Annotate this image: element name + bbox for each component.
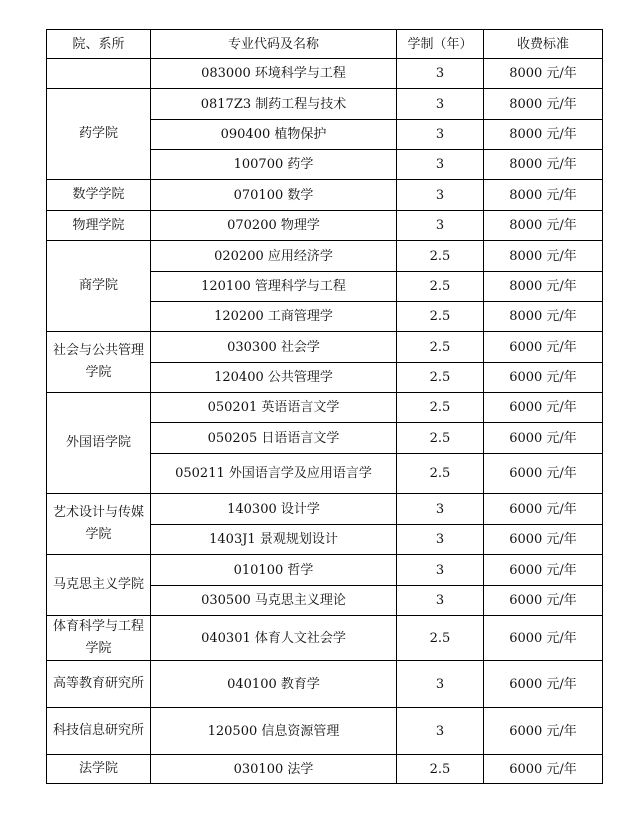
fee-cell: 6000 元/年 <box>484 454 603 494</box>
years-cell: 3 <box>397 555 484 586</box>
major-cell: 090400 植物保护 <box>151 120 397 150</box>
fee-cell: 6000 元/年 <box>484 661 603 708</box>
dept-cell: 法学院 <box>47 755 151 784</box>
table-row <box>47 755 603 784</box>
table-row <box>47 180 603 211</box>
fee-cell: 6000 元/年 <box>484 393 603 423</box>
years-cell: 2.5 <box>397 454 484 494</box>
years-cell: 2.5 <box>397 272 484 302</box>
years-cell: 3 <box>397 661 484 708</box>
years-cell: 2.5 <box>397 755 484 784</box>
years-cell: 3 <box>397 120 484 150</box>
major-cell: 1403J1 景观规划设计 <box>151 525 397 555</box>
table-row <box>47 241 603 272</box>
fee-cell: 8000 元/年 <box>484 150 603 180</box>
table-row <box>47 211 603 241</box>
major-cell: 140300 设计学 <box>151 494 397 525</box>
major-cell: 010100 哲学 <box>151 555 397 586</box>
table-row <box>47 332 603 363</box>
table-row <box>47 661 603 708</box>
dept-cell: 艺术设计与传媒学院 <box>47 494 151 555</box>
header-fee: 收费标准 <box>484 30 603 59</box>
table-row <box>47 393 603 423</box>
major-cell: 050211 外国语言学及应用语言学 <box>151 454 397 494</box>
years-cell: 2.5 <box>397 302 484 332</box>
table-row <box>47 555 603 586</box>
header-major: 专业代码及名称 <box>151 30 397 59</box>
fee-cell: 6000 元/年 <box>484 708 603 755</box>
years-cell: 3 <box>397 494 484 525</box>
table-row <box>47 59 603 89</box>
years-cell: 2.5 <box>397 363 484 393</box>
dept-cell <box>47 59 151 89</box>
years-cell: 2.5 <box>397 332 484 363</box>
fee-cell: 8000 元/年 <box>484 241 603 272</box>
major-cell: 070200 物理学 <box>151 211 397 241</box>
fee-cell: 6000 元/年 <box>484 423 603 454</box>
dept-cell: 体育科学与工程学院 <box>47 616 151 661</box>
years-cell: 3 <box>397 89 484 120</box>
fee-cell: 6000 元/年 <box>484 363 603 393</box>
years-cell: 2.5 <box>397 393 484 423</box>
header-years: 学制（年） <box>397 30 484 59</box>
header-row <box>47 30 603 59</box>
years-cell: 3 <box>397 586 484 616</box>
major-cell: 100700 药学 <box>151 150 397 180</box>
years-cell: 2.5 <box>397 423 484 454</box>
fee-cell: 6000 元/年 <box>484 525 603 555</box>
dept-cell: 马克思主义学院 <box>47 555 151 616</box>
fee-cell: 6000 元/年 <box>484 555 603 586</box>
dept-cell: 数学学院 <box>47 180 151 211</box>
fee-cell: 8000 元/年 <box>484 302 603 332</box>
major-cell: 120100 管理科学与工程 <box>151 272 397 302</box>
major-cell: 030100 法学 <box>151 755 397 784</box>
table-row <box>47 494 603 525</box>
dept-cell: 高等教育研究所 <box>47 661 151 708</box>
dept-cell: 物理学院 <box>47 211 151 241</box>
years-cell: 3 <box>397 59 484 89</box>
years-cell: 3 <box>397 211 484 241</box>
major-cell: 083000 环境科学与工程 <box>151 59 397 89</box>
fee-cell: 6000 元/年 <box>484 586 603 616</box>
dept-cell: 外国语学院 <box>47 393 151 494</box>
fee-cell: 6000 元/年 <box>484 332 603 363</box>
years-cell: 2.5 <box>397 241 484 272</box>
major-cell: 030300 社会学 <box>151 332 397 363</box>
major-cell: 120500 信息资源管理 <box>151 708 397 755</box>
fee-cell: 6000 元/年 <box>484 494 603 525</box>
header-dept: 院、系所 <box>47 30 151 59</box>
dept-cell: 社会与公共管理学院 <box>47 332 151 393</box>
major-cell: 050201 英语语言文学 <box>151 393 397 423</box>
fee-cell: 6000 元/年 <box>484 616 603 661</box>
tuition-table <box>46 29 603 784</box>
major-cell: 120400 公共管理学 <box>151 363 397 393</box>
major-cell: 030500 马克思主义理论 <box>151 586 397 616</box>
major-cell: 040100 教育学 <box>151 661 397 708</box>
major-cell: 0817Z3 制药工程与技术 <box>151 89 397 120</box>
table-row <box>47 708 603 755</box>
table-row <box>47 89 603 120</box>
table-row <box>47 616 603 661</box>
major-cell: 020200 应用经济学 <box>151 241 397 272</box>
dept-cell: 科技信息研究所 <box>47 708 151 755</box>
fee-cell: 8000 元/年 <box>484 59 603 89</box>
fee-cell: 6000 元/年 <box>484 755 603 784</box>
major-cell: 040301 体育人文社会学 <box>151 616 397 661</box>
years-cell: 3 <box>397 708 484 755</box>
fee-cell: 8000 元/年 <box>484 120 603 150</box>
years-cell: 3 <box>397 180 484 211</box>
years-cell: 2.5 <box>397 616 484 661</box>
dept-cell: 药学院 <box>47 89 151 180</box>
years-cell: 3 <box>397 525 484 555</box>
years-cell: 3 <box>397 150 484 180</box>
fee-cell: 8000 元/年 <box>484 89 603 120</box>
major-cell: 120200 工商管理学 <box>151 302 397 332</box>
major-cell: 070100 数学 <box>151 180 397 211</box>
fee-cell: 8000 元/年 <box>484 180 603 211</box>
fee-cell: 8000 元/年 <box>484 211 603 241</box>
major-cell: 050205 日语语言文学 <box>151 423 397 454</box>
dept-cell: 商学院 <box>47 241 151 332</box>
fee-cell: 8000 元/年 <box>484 272 603 302</box>
